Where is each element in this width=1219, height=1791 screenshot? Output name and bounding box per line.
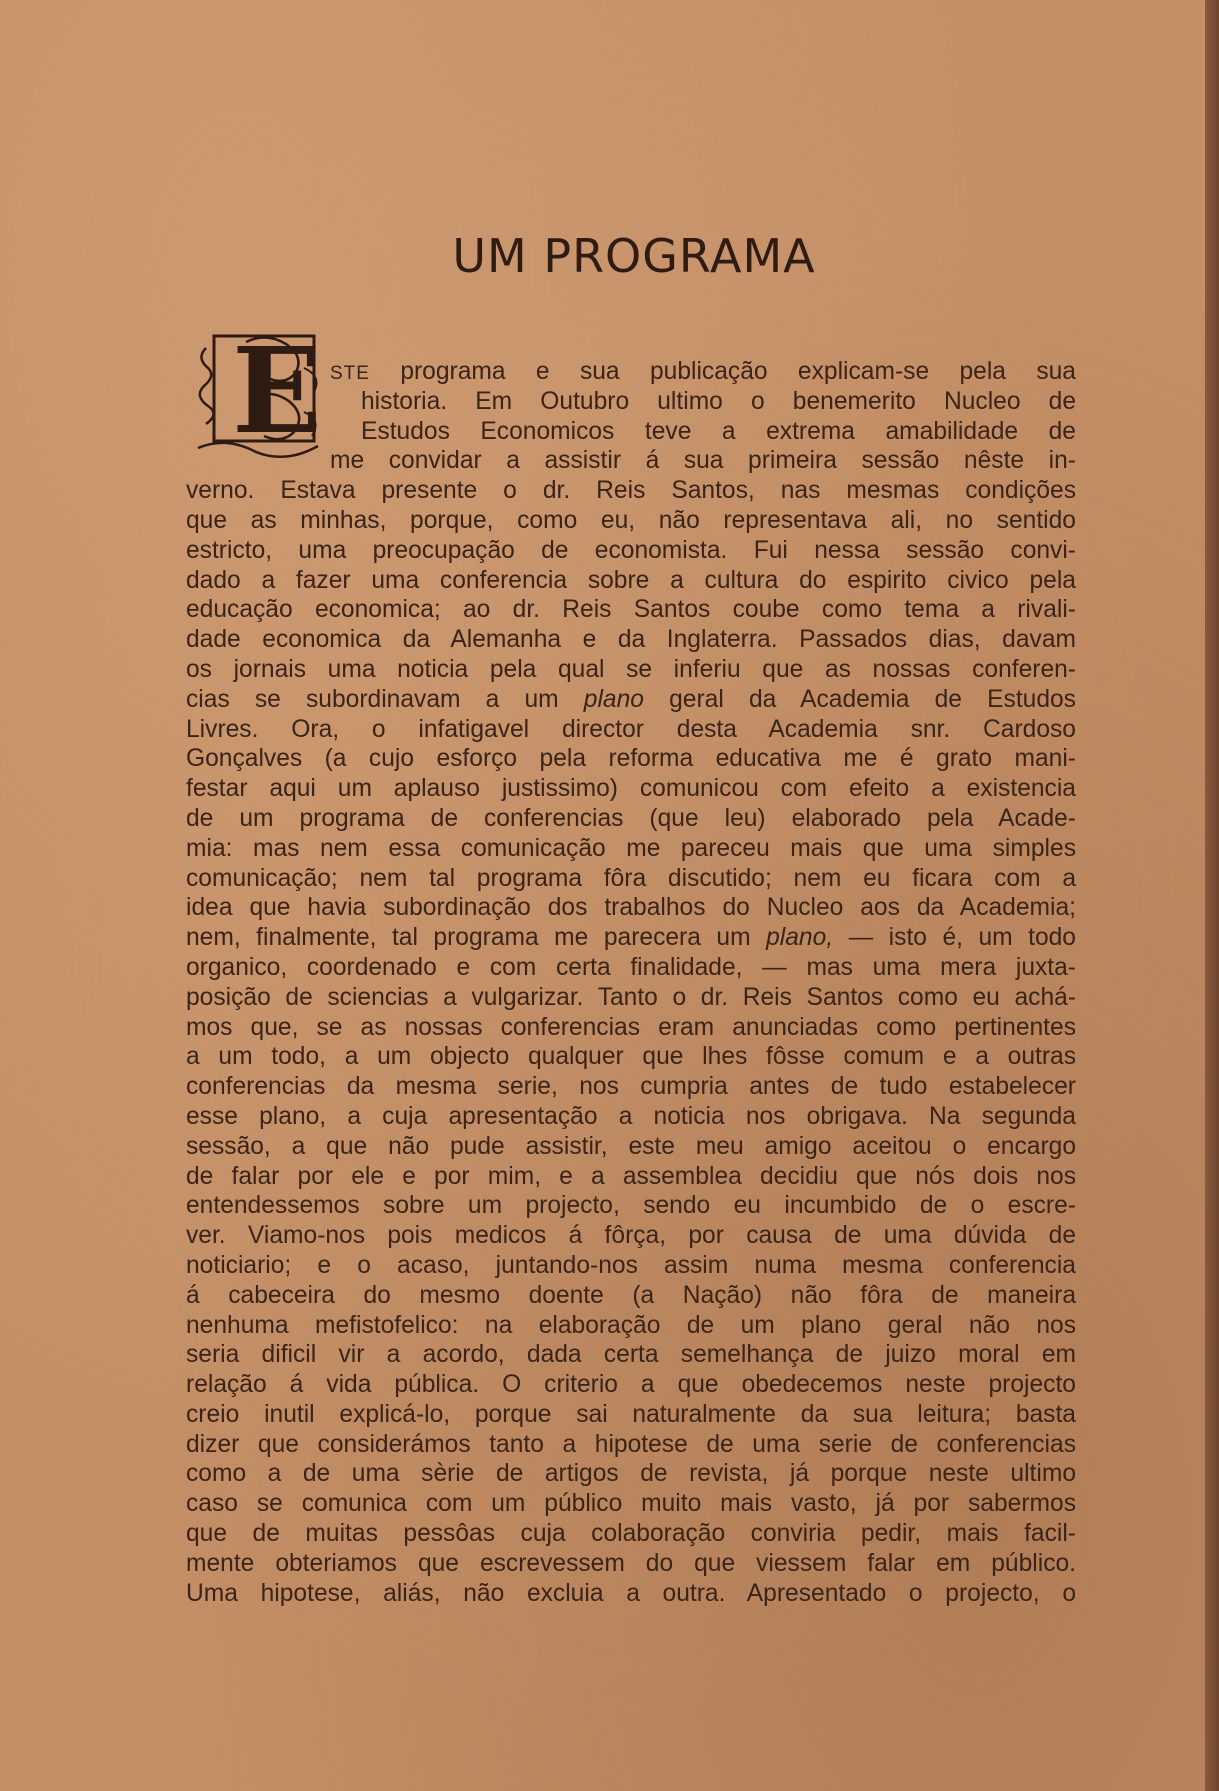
- line-text: programa e sua publicação explicam-se pela sua: [400, 358, 1076, 385]
- paragraph-line: á cabeceira do mesmo doente (a Nação) não fôra de maneira: [186, 1281, 1076, 1309]
- paragraph-line: Gonçalves (a cujo esforço pela reforma educativa me é grato mani-: [186, 745, 1076, 773]
- paragraph-line: posição de sciencias a vulgarizar. Tanto o dr. Reis Santos como eu achá-: [186, 983, 1076, 1011]
- paragraph-line: organico, coordenado e com certa finalidade, — mas uma mera juxta-: [186, 953, 1076, 981]
- paragraph-line: seria dificil vir a acordo, dada certa semelhança de juizo moral em: [186, 1341, 1076, 1369]
- paragraph-line: [186, 685, 1076, 715]
- paragraph-line: ver. Viamo-nos pois medicos á fôrça, por causa de uma dúvida de: [186, 1222, 1076, 1250]
- paragraph-line: [330, 357, 1076, 387]
- paragraph-line: relação á vida pública. O criterio a que obedecemos neste projecto: [186, 1371, 1076, 1399]
- paragraph-line: historia. Em Outubro ultimo o benemerito Nucleo de: [361, 387, 1076, 415]
- article-body: [186, 357, 1076, 1608]
- paragraph-line: de falar por ele e por mim, e a assemblea decidiu que nós dois nos: [186, 1162, 1076, 1190]
- drop-cap-continuation: STE: [330, 363, 370, 384]
- italic-word: plano,: [766, 924, 834, 952]
- paragraph-line: Uma hipotese, aliás, não excluia a outra. Apresentado o projecto, o: [186, 1579, 1076, 1607]
- paragraph-line: educação economica; ao dr. Reis Santos coube como tema a rivali-: [186, 596, 1076, 624]
- paragraph-line: os jornais uma noticia pela qual se inferiu que as nossas conferen-: [186, 655, 1076, 683]
- line-text: — isto é, um todo: [848, 924, 1076, 952]
- paragraph-line: caso se comunica com um público muito mais vasto, já por sabermos: [186, 1490, 1076, 1518]
- paragraph-line: que de muitas pessôas cuja colaboração conviria pedir, mais facil-: [186, 1520, 1076, 1548]
- paragraph-line: [186, 923, 1076, 953]
- paragraph-line: estricto, uma preocupação de economista. Fui nessa sessão convi-: [186, 536, 1076, 564]
- paragraph-line: esse plano, a cuja apresentação a noticia nos obrigava. Na segunda: [186, 1102, 1076, 1130]
- paragraph-line: noticiario; e o acaso, juntando-nos assim numa mesma conferencia: [186, 1251, 1076, 1279]
- drop-cap-letter: E: [232, 328, 322, 460]
- paragraph-line: entendessemos sobre um projecto, sendo eu incumbido de o escre-: [186, 1192, 1076, 1220]
- page-title: UM PROGRAMA: [452, 228, 816, 283]
- paragraph-line: mia: mas nem essa comunicação me pareceu mais que uma simples: [186, 834, 1076, 862]
- italic-word: plano: [583, 685, 644, 713]
- paragraph-line: dizer que considerámos tanto a hipotese de uma serie de conferencias: [186, 1430, 1076, 1458]
- paragraph-line: Livres. Ora, o infatigavel director desta Academia snr. Cardoso: [186, 715, 1076, 743]
- paragraph-line: como a de uma sèrie de artigos de revista, já porque neste ultimo: [186, 1460, 1076, 1488]
- paragraph-line: festar aqui um aplauso justissimo) comunicou com efeito a existencia: [186, 775, 1076, 803]
- paragraph-line: idea que havia subordinação dos trabalhos do Nucleo aos da Academia;: [186, 894, 1076, 922]
- paragraph-line: a um todo, a um objecto qualquer que lhes fôsse comum e a outras: [186, 1043, 1076, 1071]
- line-text: geral da Academia de Estudos: [669, 685, 1076, 713]
- paragraph-line: dado a fazer uma conferencia sobre a cultura do espirito civico pela: [186, 566, 1076, 594]
- paragraph-line: me convidar a assistir á sua primeira sessão nêste in-: [330, 447, 1076, 475]
- paragraph-line: comunicação; nem tal programa fôra discutido; nem eu ficara com a: [186, 864, 1076, 892]
- paragraph-line: conferencias da mesma serie, nos cumpria antes de tudo estabelecer: [186, 1073, 1076, 1101]
- paragraph-line: sessão, a que não pude assistir, este meu amigo aceitou o encargo: [186, 1132, 1076, 1160]
- paragraph-line: mos que, se as nossas conferencias eram anunciadas como pertinentes: [186, 1013, 1076, 1041]
- paragraph-line: que as minhas, porque, como eu, não representava ali, no sentido: [186, 506, 1076, 534]
- paragraph-line: de um programa de conferencias (que leu) elaborado pela Acade-: [186, 804, 1076, 832]
- line-text: cias se subordinavam a um: [186, 685, 559, 713]
- paragraph-line: creio inutil explicá-lo, porque sai naturalmente da sua leitura; basta: [186, 1400, 1076, 1428]
- paragraph-line: nenhuma mefistofelico: na elaboração de um plano geral não nos: [186, 1311, 1076, 1339]
- line-text: nem, finalmente, tal programa me parecera um: [186, 924, 751, 952]
- paragraph-line: dade economica da Alemanha e da Inglaterra. Passados dias, davam: [186, 626, 1076, 654]
- paragraph-line: mente obteriamos que escrevessem do que viessem falar em público.: [186, 1549, 1076, 1577]
- paragraph-line: verno. Estava presente o dr. Reis Santos, nas mesmas condições: [186, 477, 1076, 505]
- paragraph-line: Estudos Economicos teve a extrema amabilidade de: [361, 417, 1076, 445]
